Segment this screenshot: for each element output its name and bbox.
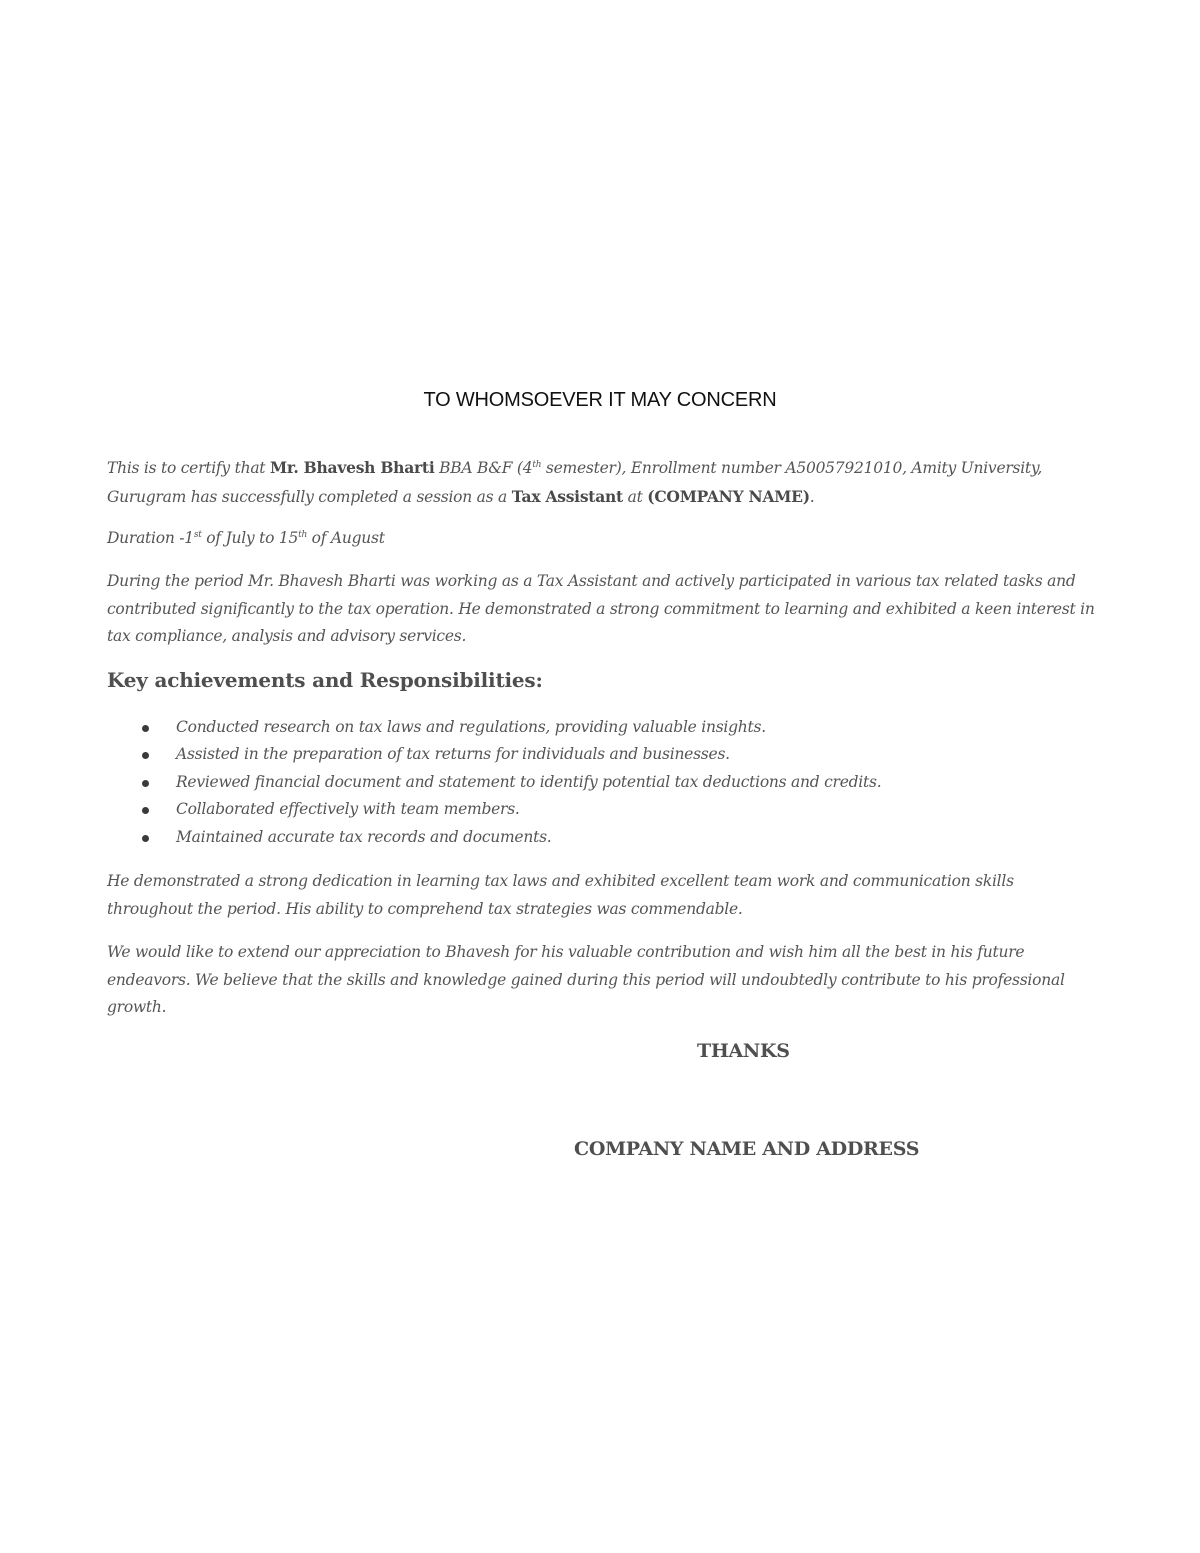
list-item: Assisted in the preparation of tax returns for individuals and businesses. [107, 741, 1097, 768]
bullet-icon [142, 807, 149, 814]
bullet-icon [142, 752, 149, 759]
company-name-address: COMPANY NAME AND ADDRESS [574, 1138, 920, 1160]
list-item: Conducted research on tax laws and regulations, providing valuable insights. [107, 714, 1097, 741]
appreciation-paragraph: We would like to extend our appreciation to Bhavesh for his valuable contribution and wish him all the best in his future endeavors. We believe that the skills and knowledge gained during this period will undoubtedly contribute to his professional growth. [107, 943, 1065, 1016]
bullet-icon [142, 725, 149, 732]
list-item: Collaborated effectively with team members. [107, 796, 1097, 823]
intro-paragraph: This is to certify that Mr. Bhavesh Bharti BBA B&F (4th semester), Enrollment number A50057921010, Amity University, Gurugram has successfully completed a session as a Tax Assistant at (COMPANY NAME). [107, 458, 1043, 506]
company-name-placeholder: (COMPANY NAME) [647, 486, 810, 506]
dedication-paragraph: He demonstrated a strong dedication in learning tax laws and exhibited excellent team work and communication skills throughout the period. His ability to comprehend tax strategies was commendable. [107, 872, 1014, 918]
list-item: Maintained accurate tax records and documents. [107, 824, 1097, 851]
thanks-text: THANKS [697, 1040, 790, 1062]
achievements-heading: Key achievements and Responsibilities: [107, 668, 543, 692]
duration-line: Duration -1st of July to 15th of August [107, 529, 385, 547]
document-title: TO WHOMSOEVER IT MAY CONCERN [423, 389, 777, 411]
student-name: Mr. Bhavesh Bharti [269, 458, 435, 477]
list-item: Reviewed financial document and statement to identify potential tax deductions and credits. [107, 769, 1097, 796]
achievements-list [107, 714, 1097, 851]
bullet-icon [142, 835, 149, 842]
role-title: Tax Assistant [511, 486, 623, 506]
bullet-icon [142, 780, 149, 787]
description-paragraph: During the period Mr. Bhavesh Bharti was working as a Tax Assistant and actively participated in various tax related tasks and contributed significantly to the tax operation. He demonstrated a strong commitment to learning and exhibited a keen interest in tax compliance, analysis and advisory services. [107, 572, 1095, 645]
